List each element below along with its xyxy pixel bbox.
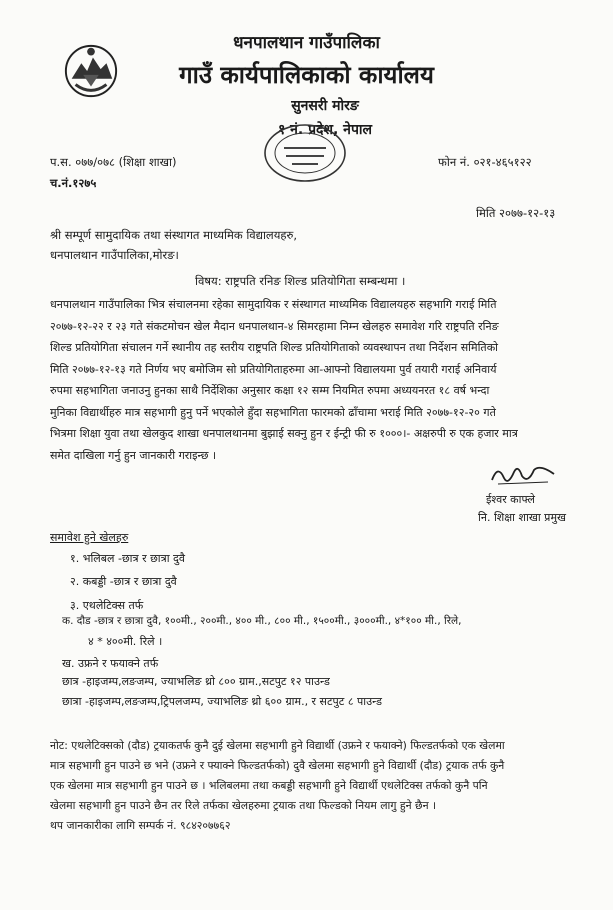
boys-field-events: छात्र -हाइजम्प,लङजम्प, ज्याभलिङ थ्रो ८०० ग्राम.,सटपुट १२ पाउन्ड — [62, 675, 330, 688]
body-line: समेत दाखिला गर्नु हुन जानकारी गराइन्छ । — [50, 448, 217, 462]
note-line: नोट: एथलेटिक्सको (दौड) ट्रयाकतर्फ कुनै दुई खेलमा सहभागी हुने विद्यार्थी (उफ्रने र फयाक्ने) फिल्डतर्फको एक खेलमा — [50, 739, 505, 752]
note-line: खेलमा सहभागी हुन पाउने छैन तर रिले तर्फका खेलहरुमा ट्रयाक तथा फिल्डको नियम लागु हुने छैन । — [50, 799, 437, 812]
office-stamp-icon — [262, 122, 348, 184]
letterhead-district: सुनसरी मोरङ — [291, 98, 359, 114]
letterhead-office: गाउँ कार्यपालिकाको कार्यालय — [179, 61, 434, 89]
letterhead-municipality: धनपालथान गाउँपालिका — [233, 33, 380, 53]
phone-number: फोन नं. ०२१-४६५१२२ — [438, 155, 532, 169]
dispatch-number: च.नं.१२७५ — [50, 176, 97, 190]
girls-field-events: छात्रा -हाइजम्प,लङजम्प,ट्रिपलजम्प, ज्याभलिङ थ्रो ६०० ग्राम., र सटपुट ८ पाउन्ड — [62, 695, 382, 708]
athletics-race-events: क. दौड -छात्र र छात्रा दुवै, १००मी., २००मी., ४०० मी., ८०० मी., १५००मी., ३०००मी., ४*१०० मी., रिले, — [62, 615, 462, 627]
letter-body — [50, 294, 568, 466]
signatory-name: ईश्वर काफ्ले — [486, 493, 535, 506]
body-line: २०७७-१२-२२ र २३ गते संकटमोचन खेल मैदान धनपालथान-४ सिमरहामा निम्न खेलहरु समावेश गरि राष्ट्रपति रनिङ — [50, 319, 499, 333]
body-line: भित्रमा शिक्षा युवा तथा खेलकुद शाखा धनपालथानमा बुझाई सक्नु हुन र ईन्ट्री फी रु १०००।- अक्षरुपी रु एक हजार मात्र — [50, 427, 518, 440]
addressee-line-2: धनपालथान गाउँपालिका,मोरङ। — [50, 248, 179, 262]
signature-icon — [488, 458, 558, 490]
letter-date: मिति २०७७-१२-१३ — [476, 206, 556, 220]
athletics-relay: ४ * ४००मी. रिले । — [88, 635, 163, 648]
body-line: रुपमा सहभागिता जनाउनु हुनका साथै निर्देशिका अनुसार कक्षा १२ सम्म नियमित रुपमा अध्ययनरत १८ वर्ष भन्दा — [50, 384, 490, 397]
body-line: मुनिका विद्यार्थीहरु मात्र सहभागी हुनु पर्ने भएकोले हुँदा सहभागिता फारमको ढाँचामा भराई मिति २०७७-१२-२० गते — [50, 405, 496, 419]
game-item: २. कबड्डी -छात्र र छात्रा दुवै — [70, 575, 177, 588]
reference-number: प.स. ०७७/०७८ (शिक्षा शाखा) — [50, 155, 177, 169]
note-line: एक खेलमा मात्र सहभागी हुन पाउने छ । भलिबलमा तथा कबड्डी सहभागी हुने विद्यार्थी एथलेटिक्स तर्फको कुनै पनि — [50, 779, 488, 792]
game-item: ३. एथलेटिक्स तर्फ — [70, 599, 144, 612]
field-events-heading: ख. उफ्रने र फयाक्ने तर्फ — [62, 657, 159, 670]
body-line: मिति २०७७-१२-१३ गते निर्णय भए बमोजिम सो प्रतियोगिताहरुमा आ-आफ्नो विद्यालयमा पुर्व तयारी गराई अनिवार्य — [50, 362, 497, 376]
note-section — [50, 736, 568, 836]
note-line: मात्र सहभागी हुन पाउने छ भने (उफ्रने र फ्याक्ने फिल्डतर्फको) दुवै खेलमा सहभागी हुने विद्यार्थी (दौड) ट्रयाक तर्फ कुनै — [50, 759, 505, 772]
contact-line: थप जानकारीका लागि सम्पर्क नं. ९८४२०७७६२ — [50, 819, 231, 832]
body-line: शिल्ड प्रतियोगिता संचालन गर्ने स्थानीय तह स्तरीय राष्ट्रपति शिल्ड प्रतियोगिताको व्यवस्थापन तथा निर्देशन समितिको — [50, 341, 498, 354]
game-item: १. भलिबल -छात्र र छात्रा दुवै — [70, 552, 186, 565]
signatory-title: नि. शिक्षा शाखा प्रमुख — [478, 511, 567, 524]
letterhead-province: १ नं. प्रदेश, नेपाल — [277, 122, 373, 138]
games-heading: समावेश हुने खेलहरु — [50, 531, 129, 544]
body-line: धनपालथान गाउँपालिका भित्र संचालनमा रहेका सामुदायिक र संस्थागत माध्यमिक विद्यालयहरु सहभागि गराई मिति — [50, 298, 497, 311]
letter-subject: विषय: राष्ट्रपति रनिङ शिल्ड प्रतियोगिता सम्बन्धमा । — [195, 274, 406, 288]
addressee-line-1: श्री सम्पूर्ण सामुदायिक तथा संस्थागत माध्यमिक विद्यालयहरु, — [50, 228, 298, 242]
